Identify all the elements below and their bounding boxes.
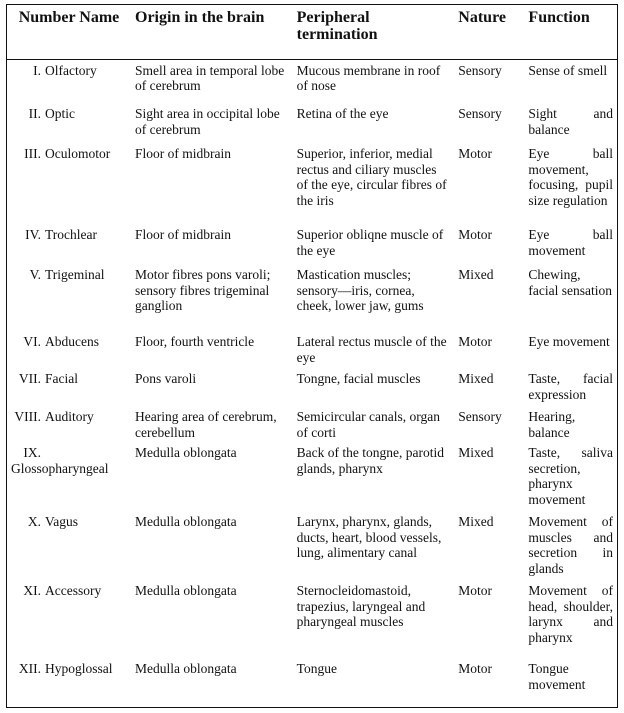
cell-origin: Smell area in temporal lobe of cerebrum: [135, 62, 285, 93]
cell-function: Taste, facial expression: [528, 371, 613, 402]
nerve-name: Vagus: [45, 514, 78, 529]
cell-function: Movement of muscles and secretion in glands: [528, 514, 613, 576]
cell-function: Sight and balance: [528, 106, 613, 137]
nerve-name: Hypoglossal: [45, 661, 113, 676]
cell-number-name: [7, 331, 129, 368]
cell-nature: Mixed: [458, 371, 494, 386]
cell-peripheral: Mucous membrane in roof of nose: [296, 62, 441, 93]
cell-number-name: [7, 658, 129, 698]
cell-number-name: [7, 224, 129, 264]
nerve-number: IV.: [25, 227, 41, 242]
table-row: [7, 511, 617, 580]
cell-origin: Floor, fourth ventricle: [135, 334, 255, 349]
cell-nature: Sensory: [458, 409, 502, 424]
cell-peripheral: Lateral rectus muscle of the eye: [296, 334, 447, 365]
cell-function: Eye movement: [528, 334, 610, 349]
nerve-number: XI.: [23, 583, 41, 598]
table-row: [7, 658, 617, 698]
table-row: [7, 368, 617, 406]
nerve-name: Auditory: [45, 409, 94, 424]
cell-nature: Mixed: [458, 514, 494, 529]
nerve-number: III.: [24, 146, 41, 161]
nerve-number: XII.: [18, 661, 41, 676]
header-number-name: Number Name: [7, 5, 129, 59]
cell-origin: Medulla oblongata: [135, 661, 237, 676]
cell-number-name: [7, 511, 129, 580]
header-function: Function: [522, 5, 617, 59]
cell-function: Taste, saliva secretion, pharynx movement: [528, 445, 613, 507]
cell-nature: Motor: [458, 583, 493, 598]
nerve-name: Facial: [45, 371, 78, 386]
cell-origin: Floor of midbrain: [135, 146, 231, 161]
table-row: [7, 143, 617, 224]
table-row: [7, 264, 617, 331]
cell-nature: Motor: [458, 146, 493, 161]
nerve-name: Accessory: [45, 583, 102, 598]
cell-peripheral: Superior, inferior, medial rectus and ciliary muscles of the eye, circular fibres of the iris: [296, 146, 447, 208]
nerve-number: V.: [29, 267, 41, 282]
cell-origin: Medulla oblongata: [135, 514, 237, 529]
nerve-name: Oculomotor: [45, 146, 111, 161]
cell-function: Tongue movement: [528, 661, 586, 692]
cell-peripheral: Tongne, facial muscles: [296, 371, 421, 386]
cell-number-name: [7, 368, 129, 406]
nerve-number: VIII.: [14, 409, 41, 424]
header-nature: Nature: [452, 5, 522, 59]
cell-peripheral: Sternocleidomastoid, trapezius, laryngeal and pharyngeal muscles: [296, 583, 426, 629]
table-body: [7, 59, 617, 698]
nerve-name: Olfactory: [45, 62, 97, 78]
cell-origin: Medulla oblongata: [135, 583, 237, 598]
cell-nature: Motor: [458, 334, 493, 349]
nerve-name: Abducens: [45, 334, 99, 349]
nerve-number: II.: [28, 106, 41, 121]
cell-origin: Medulla oblongata: [135, 445, 237, 460]
nerve-name: Trochlear: [45, 227, 97, 242]
nerve-name: Glossopharyngeal: [11, 460, 109, 476]
nerve-name: Optic: [45, 106, 75, 121]
cell-origin: Motor fibres pons varoli; sensory fibres trigeminal ganglion: [135, 267, 271, 313]
cell-function: Chewing, facial sensation: [528, 267, 613, 298]
header-peripheral: Peripheral termination: [291, 5, 453, 59]
cell-function: Movement of head, shoulder, larynx and pharynx: [528, 583, 613, 645]
nerve-number: I.: [33, 62, 41, 78]
table-row: [7, 406, 617, 442]
cell-number-name: [7, 143, 129, 224]
cell-number-name: [7, 406, 129, 442]
cell-function: Eye ball movement: [528, 227, 613, 258]
nerve-number: X.: [27, 514, 41, 529]
table-row: [7, 59, 617, 103]
table-row: [7, 224, 617, 264]
cell-peripheral: Back of the tongne, parotid glands, pharynx: [296, 445, 444, 476]
cell-number-name: [7, 442, 129, 511]
cell-peripheral: Retina of the eye: [296, 106, 389, 121]
cell-number-name: [7, 103, 129, 143]
cell-peripheral: Larynx, pharynx, glands, ducts, heart, blood vessels, lung, alimentary canal: [296, 514, 442, 560]
cell-function: Hearing, balance: [528, 409, 576, 440]
cell-nature: Mixed: [458, 445, 494, 460]
nerve-name: Trigeminal: [45, 267, 105, 282]
table-row: [7, 103, 617, 143]
cell-peripheral: Superior obliqne muscle of the eye: [296, 227, 444, 258]
cranial-nerves-table: [7, 5, 617, 698]
nerve-number: VI.: [23, 334, 41, 349]
cell-origin: Pons varoli: [135, 371, 197, 386]
cell-nature: Sensory: [458, 62, 502, 78]
table-header: [7, 5, 617, 59]
header-origin: Origin in the brain: [129, 5, 291, 59]
cell-nature: Motor: [458, 227, 493, 242]
cell-origin: Floor of midbrain: [135, 227, 231, 242]
cell-number-name: [7, 264, 129, 331]
cell-origin: Hearing area of cerebrum, cerebellum: [135, 409, 277, 440]
table-row: [7, 331, 617, 368]
cell-number-name: [7, 59, 129, 103]
cell-number-name: [7, 580, 129, 658]
cell-function: Eye ball movement, focusing, pupil size regulation: [528, 146, 613, 208]
cell-peripheral: Semicircular canals, organ of corti: [296, 409, 440, 440]
cell-nature: Motor: [458, 661, 493, 676]
nerve-number: VII.: [18, 371, 41, 386]
table-row: [7, 442, 617, 511]
cell-peripheral: Tongue: [296, 661, 337, 676]
cell-peripheral: Mastication muscles; sensory—iris, cornea, cheek, lower jaw, gums: [296, 267, 424, 313]
cell-function: Sense of smell: [528, 62, 608, 78]
cranial-nerves-table-frame: [6, 4, 618, 708]
cell-nature: Sensory: [458, 106, 502, 121]
nerve-number: IX.: [23, 445, 41, 460]
cell-nature: Mixed: [458, 267, 494, 282]
table-row: [7, 580, 617, 658]
cell-origin: Sight area in occipital lobe of cerebrum: [135, 106, 280, 137]
